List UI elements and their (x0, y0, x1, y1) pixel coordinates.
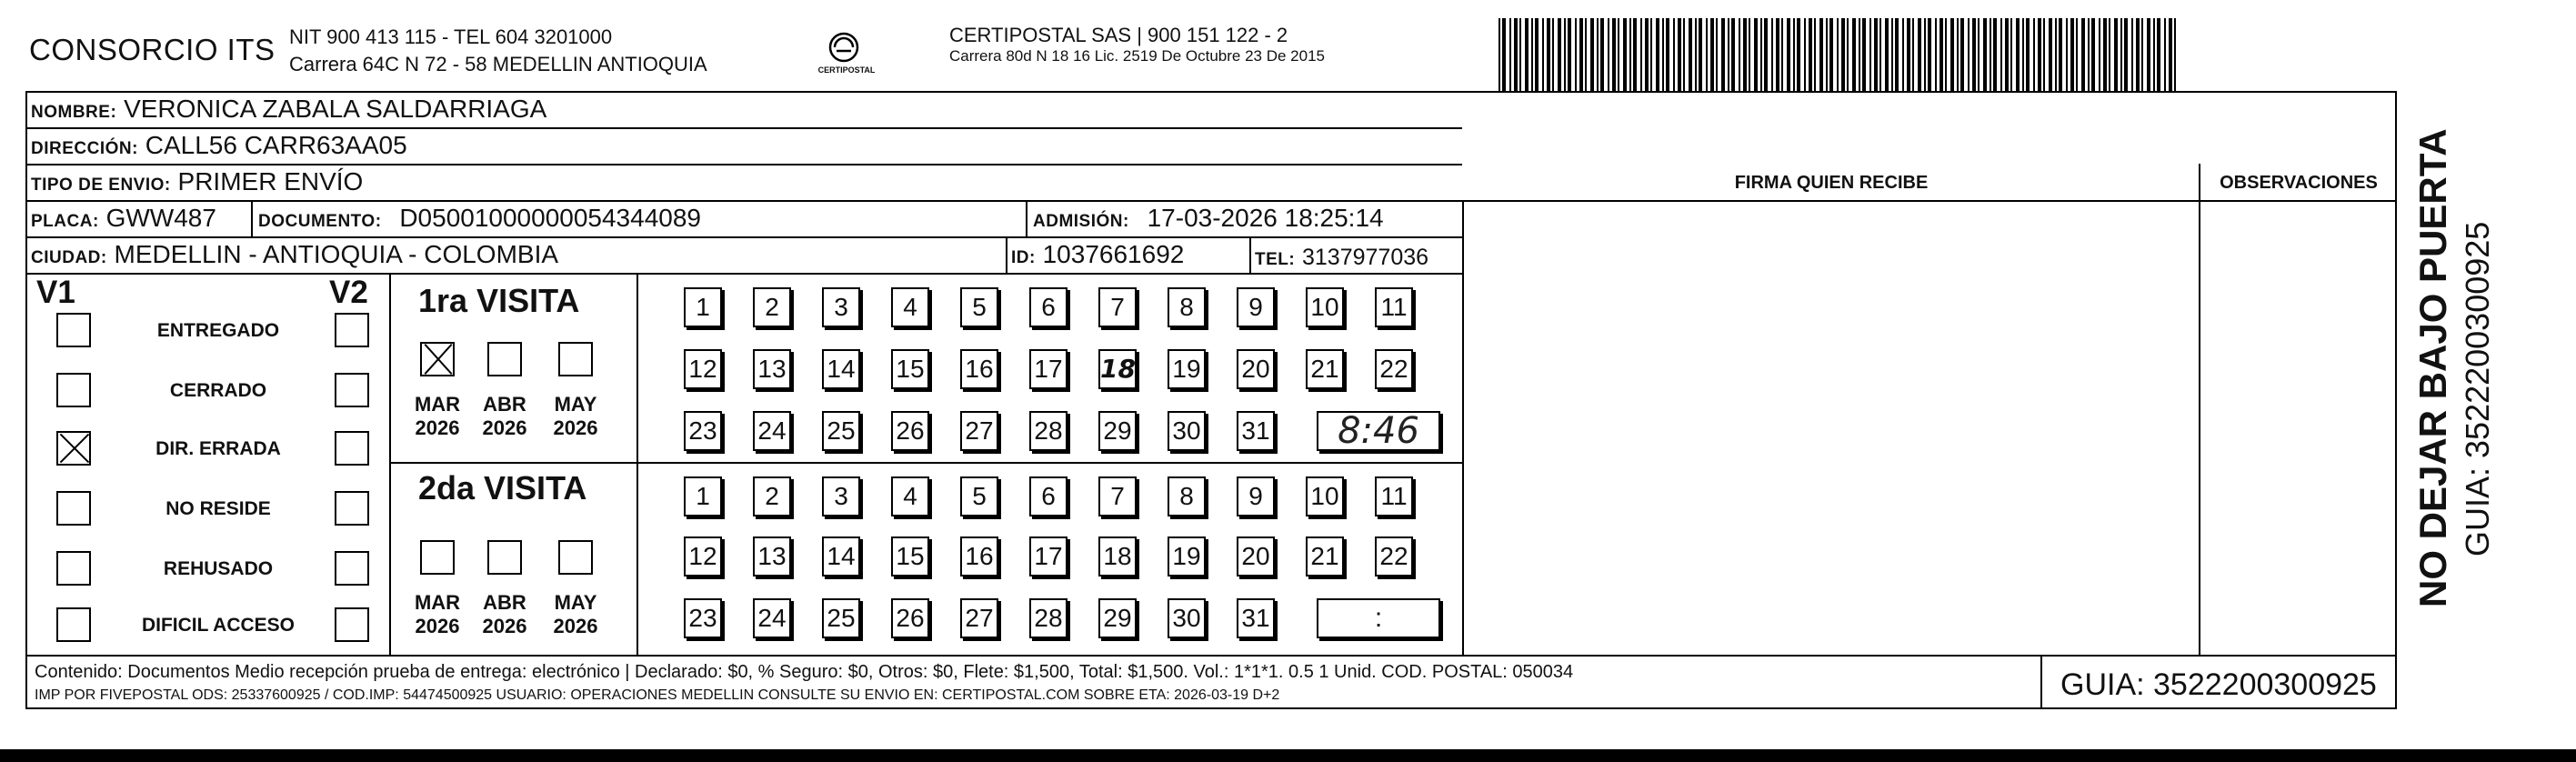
month-label: MAY (554, 393, 597, 416)
day-box[interactable]: 11 (1375, 287, 1413, 327)
year-label: 2026 (553, 615, 598, 637)
day-box[interactable]: 18 (1098, 536, 1137, 577)
v2-checkbox[interactable] (335, 607, 369, 642)
tel-label: TEL: (1255, 250, 1296, 269)
nombre-label: NOMBRE: (31, 103, 117, 122)
direccion-row (31, 131, 407, 160)
day-box[interactable]: 26 (891, 411, 929, 451)
day-box[interactable]: 16 (960, 349, 998, 389)
month-checkbox[interactable] (420, 342, 455, 376)
day-box[interactable]: 1 (684, 476, 722, 516)
day-box[interactable]: 13 (753, 349, 791, 389)
day-box[interactable]: 20 (1237, 349, 1275, 389)
day-box[interactable]: 10 (1306, 287, 1344, 327)
month-label: ABR (483, 591, 526, 614)
year-label: 2026 (482, 416, 527, 439)
year-label: 2026 (482, 615, 527, 637)
day-box[interactable]: 17 (1029, 536, 1067, 577)
month-label: MAY (554, 591, 597, 614)
day-box[interactable]: 30 (1168, 598, 1206, 638)
month-checkbox[interactable] (558, 342, 593, 376)
day-box[interactable]: 10 (1306, 476, 1344, 516)
footer-content-line: Contenido: Documentos Medio recepción prueba de entrega: electrónico | Declarado: $0, % Seguro: $0, Otros: $0, Flete: $1,500, Total: $1,500. Vol.: 1*1*1. 0.5 1 Unid. COD. POSTAL: 050034 (35, 662, 1574, 682)
firma-header: FIRMA QUIEN RECIBE (1734, 173, 1929, 193)
day-box[interactable]: 27 (960, 411, 998, 451)
observaciones-area[interactable] (2200, 202, 2395, 653)
v2-checkbox[interactable] (335, 431, 369, 466)
month-year-label (473, 393, 536, 440)
observaciones-header: OBSERVACIONES (2220, 173, 2378, 193)
month-label: MAR (414, 591, 461, 614)
day-box[interactable]: 29 (1098, 411, 1137, 451)
company-info (289, 24, 707, 78)
day-box[interactable]: 19 (1168, 536, 1206, 577)
v1-checkbox[interactable] (56, 607, 91, 642)
status-label: DIR. ERRADA (155, 438, 281, 459)
day-box[interactable]: 1 (684, 287, 722, 327)
v1-checkbox[interactable] (56, 373, 91, 407)
day-box[interactable]: 7 (1098, 476, 1137, 516)
v1-checkbox[interactable] (56, 313, 91, 347)
status-label: ENTREGADO (156, 320, 280, 341)
day-box[interactable]: 3 (822, 287, 860, 327)
visit-time[interactable]: : (1317, 598, 1440, 638)
ciudad-row (31, 240, 558, 269)
day-box[interactable]: 2 (753, 476, 791, 516)
status-label: REHUSADO (163, 558, 274, 579)
tipo-value: PRIMER ENVÍO (177, 167, 364, 196)
month-year-label (473, 591, 536, 638)
logo-text: CERTIPOSTAL (817, 65, 876, 75)
day-box[interactable]: 31 (1237, 411, 1275, 451)
day-box[interactable]: 24 (753, 598, 791, 638)
day-box[interactable]: 4 (891, 476, 929, 516)
year-label: 2026 (415, 416, 460, 439)
address-line: Carrera 64C N 72 - 58 MEDELLIN ANTIOQUIA (289, 53, 707, 75)
day-box[interactable]: 26 (891, 598, 929, 638)
second-visit-title: 2da VISITA (418, 469, 587, 506)
id-value: 1037661692 (1042, 240, 1185, 268)
v1-checkbox[interactable] (56, 431, 91, 466)
year-label: 2026 (553, 416, 598, 439)
v2-checkbox[interactable] (335, 551, 369, 586)
day-box[interactable]: 27 (960, 598, 998, 638)
day-box[interactable]: 28 (1029, 411, 1067, 451)
day-box[interactable]: 23 (684, 598, 722, 638)
v2-checkbox[interactable] (335, 491, 369, 526)
day-box[interactable]: 9 (1237, 287, 1275, 327)
month-year-label (406, 591, 469, 638)
ciudad-value: MEDELLIN - ANTIOQUIA - COLOMBIA (114, 240, 559, 268)
month-label: ABR (483, 393, 526, 416)
firma-area[interactable] (1464, 202, 2197, 653)
day-box[interactable]: 6 (1029, 287, 1067, 327)
day-box[interactable]: 14 (822, 349, 860, 389)
admision-row (1033, 204, 1384, 233)
visit-time[interactable]: 8:46 (1317, 411, 1440, 451)
nombre-value: VERONICA ZABALA SALDARRIAGA (124, 95, 547, 123)
day-box[interactable]: 20 (1237, 536, 1275, 577)
day-box[interactable]: 25 (822, 598, 860, 638)
day-box[interactable]: 5 (960, 476, 998, 516)
id-label: ID: (1011, 248, 1036, 267)
day-box[interactable]: 17 (1029, 349, 1067, 389)
day-box[interactable]: 6 (1029, 476, 1067, 516)
day-box[interactable]: 8 (1168, 476, 1206, 516)
side-warning: NO DEJAR BAJO PUERTA (2411, 128, 2454, 607)
documento-row (258, 204, 701, 233)
month-checkbox[interactable] (487, 342, 522, 376)
month-year-label (544, 591, 607, 638)
placa-value: GWW487 (105, 204, 216, 232)
month-checkbox[interactable] (420, 540, 455, 575)
day-box[interactable]: 11 (1375, 476, 1413, 516)
day-box[interactable]: 19 (1168, 349, 1206, 389)
bottom-edge (0, 749, 2576, 762)
admision-value: 17-03-2026 18:25:14 (1147, 204, 1384, 232)
tel-row (1255, 242, 1428, 271)
day-box[interactable]: 5 (960, 287, 998, 327)
day-box[interactable]: 22 (1375, 349, 1413, 389)
day-box[interactable]: 21 (1306, 349, 1344, 389)
ciudad-label: CIUDAD: (31, 248, 107, 267)
day-box[interactable]: 15 (891, 536, 929, 577)
documento-label: DOCUMENTO: (258, 212, 382, 231)
month-year-label (406, 393, 469, 440)
day-box[interactable]: 12 (684, 536, 722, 577)
day-box[interactable]: 31 (1237, 598, 1275, 638)
day-box[interactable]: 25 (822, 411, 860, 451)
tel-value: 3137977036 (1302, 245, 1429, 270)
nombre-row (31, 95, 546, 124)
footer-guia: GUIA: 3522200300925 (2060, 667, 2377, 702)
nit-line: NIT 900 413 115 - TEL 604 3201000 (289, 25, 613, 48)
v2-checkbox[interactable] (335, 373, 369, 407)
direccion-value: CALL56 CARR63AA05 (145, 131, 407, 159)
month-checkbox[interactable] (558, 540, 593, 575)
documento-value: D05001000000054344089 (399, 204, 701, 232)
day-box[interactable]: 15 (891, 349, 929, 389)
placa-label: PLACA: (31, 212, 99, 231)
day-box[interactable]: 13 (753, 536, 791, 577)
v1-header: V1 (36, 275, 75, 310)
status-label: DIFICIL ACCESO (141, 615, 295, 636)
status-label: CERRADO (169, 380, 267, 401)
barcode (1498, 18, 2180, 91)
certipostal-line: CERTIPOSTAL SAS | 900 151 122 - 2 (949, 24, 1288, 46)
certipostal-info (949, 24, 1325, 65)
day-box[interactable]: 12 (684, 349, 722, 389)
first-visit-title: 1ra VISITA (418, 282, 580, 319)
day-box[interactable]: 2 (753, 287, 791, 327)
month-label: MAR (414, 393, 461, 416)
day-box[interactable]: 28 (1029, 598, 1067, 638)
day-box[interactable]: 24 (753, 411, 791, 451)
day-box[interactable]: 30 (1168, 411, 1206, 451)
direccion-label: DIRECCIÓN: (31, 139, 138, 158)
day-box[interactable]: 4 (891, 287, 929, 327)
day-box[interactable]: 9 (1237, 476, 1275, 516)
footer-imp-line: IMP POR FIVEPOSTAL ODS: 25337600925 / COD.IMP: 54474500925 USUARIO: OPERACIONES MEDELLIN CONSULTE SU ENVIO EN: CERTIPOSTAL.COM SOBRE ETA: 2026-03-19 D+2 (35, 687, 1280, 703)
day-box[interactable]: 7 (1098, 287, 1137, 327)
v1-checkbox[interactable] (56, 551, 91, 586)
day-box[interactable]: 22 (1375, 536, 1413, 577)
side-guia: GUIA: 3522200300925 (2459, 221, 2496, 556)
v2-header: V2 (329, 275, 368, 310)
day-box[interactable]: 18 (1098, 349, 1137, 389)
tipo-label: TIPO DE ENVIO: (31, 175, 171, 195)
day-box[interactable]: 3 (822, 476, 860, 516)
month-checkbox[interactable] (487, 540, 522, 575)
v2-checkbox[interactable] (335, 313, 369, 347)
v1-checkbox[interactable] (56, 491, 91, 526)
day-box[interactable]: 21 (1306, 536, 1344, 577)
tipo-row (31, 167, 363, 196)
id-row (1011, 240, 1184, 269)
month-year-label (544, 393, 607, 440)
certipostal-address: Carrera 80d N 18 16 Lic. 2519 De Octubre 23 De 2015 (949, 47, 1325, 65)
day-box[interactable]: 16 (960, 536, 998, 577)
admision-label: ADMISIÓN: (1033, 212, 1129, 231)
placa-row (31, 204, 216, 233)
day-box[interactable]: 29 (1098, 598, 1137, 638)
day-box[interactable]: 8 (1168, 287, 1206, 327)
day-box[interactable]: 14 (822, 536, 860, 577)
company-name: CONSORCIO ITS (29, 33, 276, 66)
status-label: NO RESIDE (165, 498, 271, 519)
day-box[interactable]: 23 (684, 411, 722, 451)
year-label: 2026 (415, 615, 460, 637)
